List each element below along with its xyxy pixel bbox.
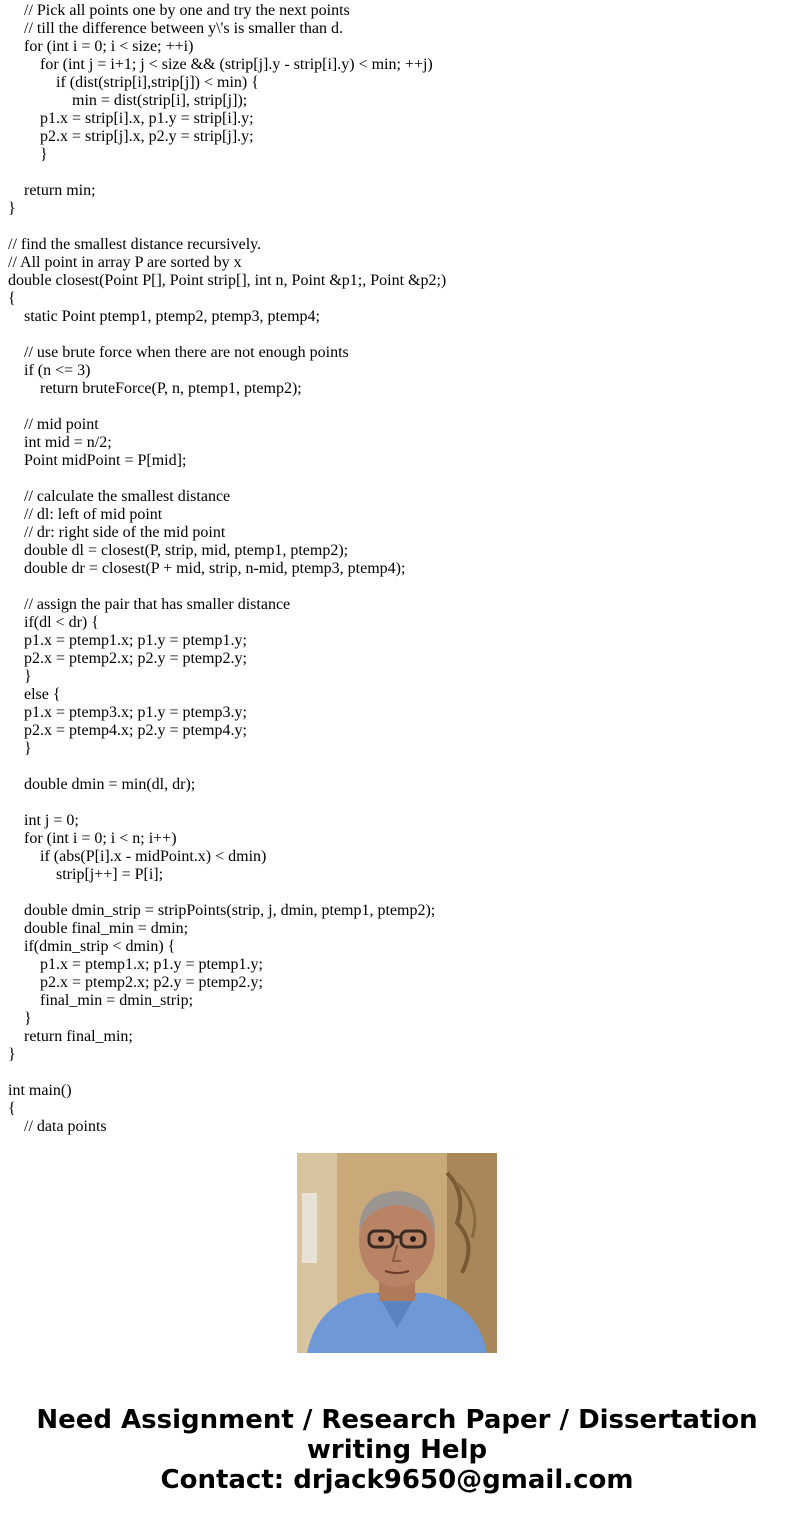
code-line [8, 578, 788, 596]
code-line: // dr: right side of the mid point [8, 524, 226, 541]
code-line: double dr = closest(P + mid, strip, n-mid, ptemp3, ptemp4); [8, 560, 406, 577]
code-line: if (dist(strip[i],strip[j]) < min) { [8, 74, 259, 91]
code-line: // till the difference between y\'s is smaller than d. [8, 20, 343, 37]
code-line: double closest(Point P[], Point strip[], int n, Point &p1;, Point &p2;) [8, 272, 447, 289]
code-line: p2.x = ptemp4.x; p2.y = ptemp4.y; [8, 722, 247, 739]
code-line: double dl = closest(P, strip, mid, ptemp1, ptemp2); [8, 542, 349, 559]
promo-banner [0, 1405, 794, 1495]
code-line: } [8, 740, 32, 757]
code-line: final_min = dmin_strip; [8, 992, 194, 1009]
code-line: { [8, 290, 16, 307]
author-photo-icon [297, 1153, 497, 1353]
code-line: int j = 0; [8, 812, 79, 829]
code-line: { [8, 1100, 16, 1117]
code-line [8, 794, 788, 812]
code-line: return min; [8, 182, 96, 199]
code-line: return final_min; [8, 1028, 133, 1045]
code-line: p2.x = strip[j].x, p2.y = strip[j].y; [8, 128, 254, 145]
code-line [8, 884, 788, 902]
code-line [8, 326, 788, 344]
code-line: // assign the pair that has smaller distance [8, 596, 291, 613]
code-line: static Point ptemp1, ptemp2, ptemp3, ptemp4; [8, 308, 320, 325]
code-line: p1.x = strip[i].x, p1.y = strip[i].y; [8, 110, 254, 127]
code-line: strip[j++] = P[i]; [8, 866, 164, 883]
code-line: p1.x = ptemp1.x; p1.y = ptemp1.y; [8, 632, 247, 649]
code-line: min = dist(strip[i], strip[j]); [8, 92, 248, 109]
code-line: // calculate the smallest distance [8, 488, 231, 505]
code-line: if (abs(P[i].x - midPoint.x) < dmin) [8, 848, 267, 865]
code-line: // All point in array P are sorted by x [8, 254, 242, 271]
code-line: } [8, 1010, 32, 1027]
code-line: } [8, 146, 48, 163]
code-line [8, 164, 788, 182]
code-line: p2.x = ptemp2.x; p2.y = ptemp2.y; [8, 974, 263, 991]
code-line [8, 758, 788, 776]
code-line: return bruteForce(P, n, ptemp1, ptemp2); [8, 380, 302, 397]
code-line: } [8, 200, 16, 217]
code-line [8, 470, 788, 488]
code-line: double dmin_strip = stripPoints(strip, j, dmin, ptemp1, ptemp2); [8, 902, 436, 919]
code-line: // data points [8, 1118, 107, 1135]
code-line: else { [8, 686, 61, 703]
code-line: int mid = n/2; [8, 434, 112, 451]
code-line [8, 218, 788, 236]
code-line: for (int i = 0; i < size; ++i) [8, 38, 194, 55]
code-line: // use brute force when there are not enough points [8, 344, 349, 361]
promo-line-2: writing Help [306, 1435, 488, 1465]
promo-contact: Contact: drjack9650@gmail.com [160, 1465, 634, 1495]
code-line: for (int i = 0; i < n; i++) [8, 830, 177, 847]
author-avatar [297, 1153, 497, 1353]
code-line: int main() [8, 1082, 72, 1099]
code-line: p1.x = ptemp3.x; p1.y = ptemp3.y; [8, 704, 247, 721]
code-line: if(dmin_strip < dmin) { [8, 938, 176, 955]
code-line: // Pick all points one by one and try the next points [8, 2, 350, 19]
code-line: if (n <= 3) [8, 362, 91, 379]
code-listing [8, 2, 788, 1135]
code-line: p2.x = ptemp2.x; p2.y = ptemp2.y; [8, 650, 247, 667]
code-line [8, 398, 788, 416]
promo-line-1: Need Assignment / Research Paper / Dissertation [36, 1405, 758, 1435]
code-line: for (int j = i+1; j < size && (strip[j].y - strip[i].y) < min; ++j) [8, 56, 433, 73]
code-line: Point midPoint = P[mid]; [8, 452, 187, 469]
code-line: } [8, 1046, 16, 1063]
code-line: double final_min = dmin; [8, 920, 189, 937]
code-line: // mid point [8, 416, 99, 433]
code-line: // find the smallest distance recursively. [8, 236, 262, 253]
code-line: p1.x = ptemp1.x; p1.y = ptemp1.y; [8, 956, 263, 973]
code-line: double dmin = min(dl, dr); [8, 776, 196, 793]
code-line: if(dl < dr) { [8, 614, 99, 631]
code-line [8, 1064, 788, 1082]
code-line: } [8, 668, 32, 685]
code-line: // dl: left of mid point [8, 506, 163, 523]
